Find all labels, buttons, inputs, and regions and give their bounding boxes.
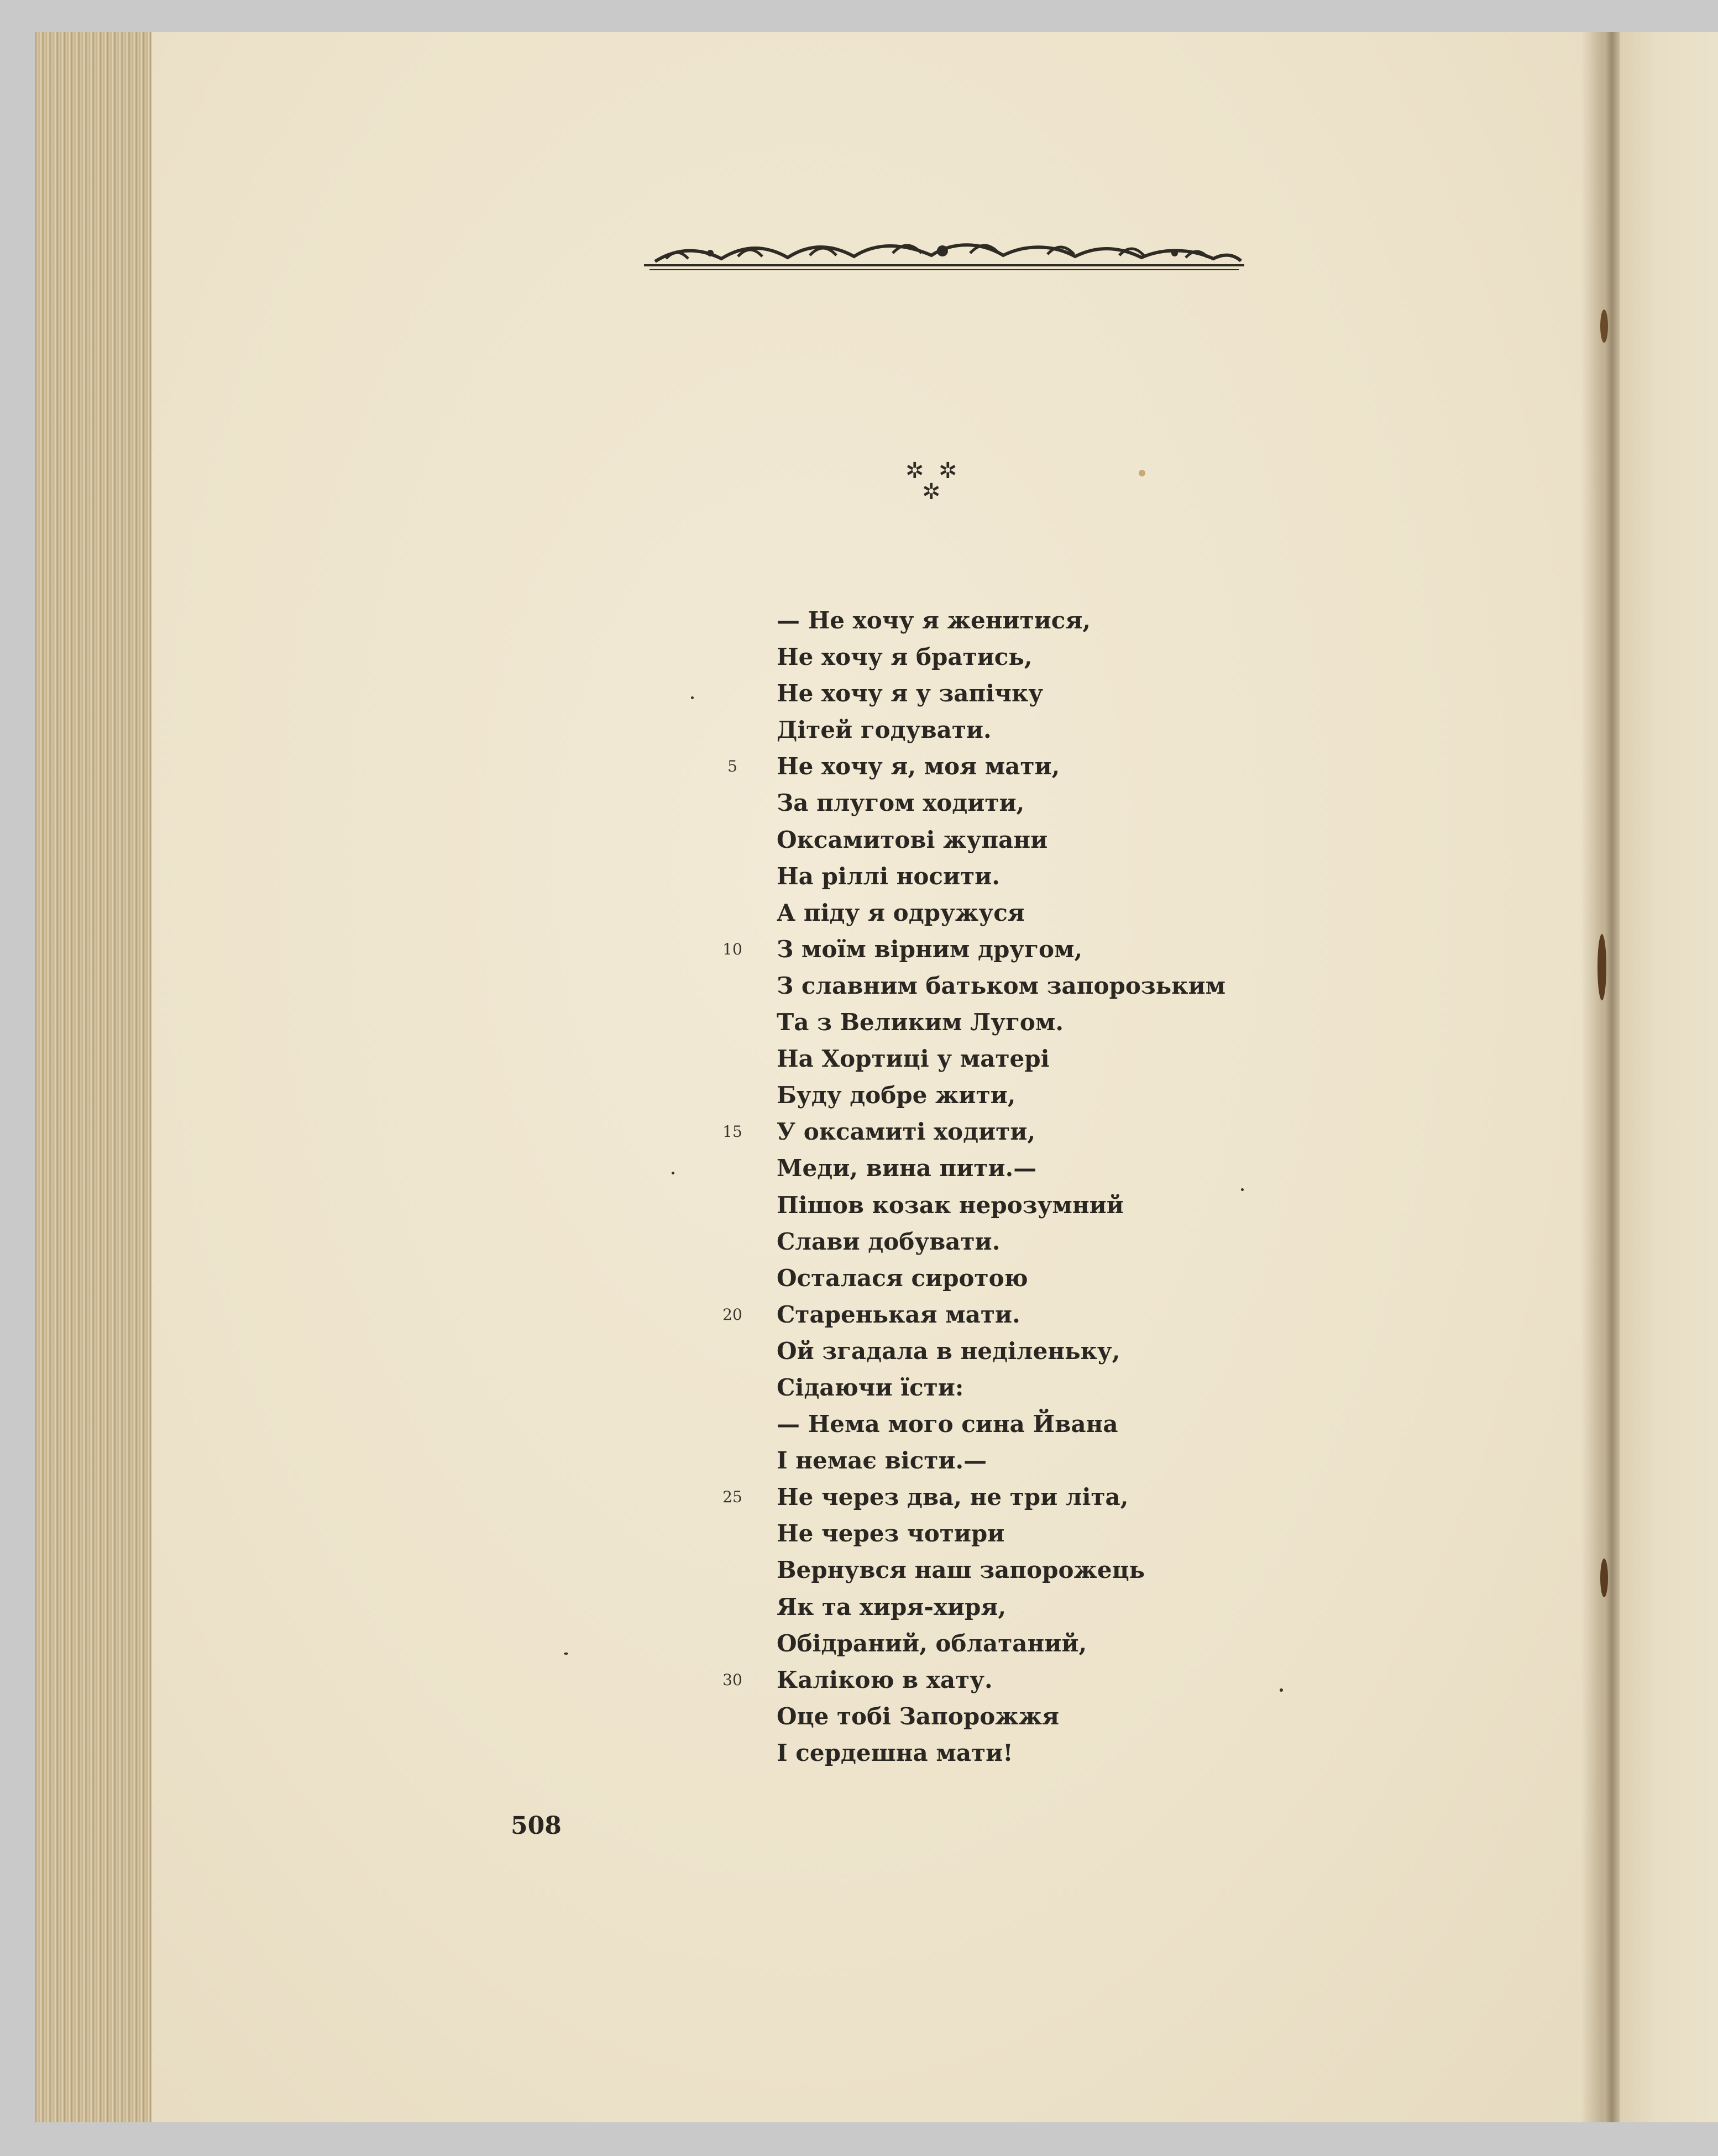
paper-speck (1139, 470, 1145, 476)
poem-line-text: — Нема мого сина Йвана (777, 1410, 1118, 1438)
poem-line (777, 1260, 1225, 1297)
poem-line-text: На ріллі носити. (777, 862, 1000, 890)
poem-line (727, 748, 1225, 785)
poem-line (777, 1004, 1225, 1041)
poem-line (777, 1370, 1225, 1406)
poem-line-text: Меди, вина пити.— (777, 1155, 1037, 1182)
poem-line (777, 1552, 1225, 1588)
asterism-ornament (900, 454, 961, 510)
poem-line (777, 1698, 1225, 1735)
binding-mark (1600, 1559, 1608, 1597)
poem-line-text: Обідраний, облатаний, (777, 1629, 1087, 1657)
poem-line-text: Вернувся наш запорожець (777, 1556, 1145, 1584)
asterism-star-icon: ✲ (922, 479, 941, 505)
paper-speck (691, 696, 694, 699)
poem-line (722, 1114, 1225, 1150)
gutter-shadow (1581, 32, 1625, 2122)
poem-line-text: Калікою в хату. (777, 1666, 993, 1693)
poem-line-text: Не хочу я братись, (777, 643, 1033, 671)
floral-headpiece-icon (644, 237, 1244, 275)
poem-line (777, 1333, 1225, 1370)
poem-line-text: Старенькая мати. (777, 1300, 1020, 1328)
poem-line-text: З славним батьком запорозьким (777, 972, 1226, 999)
poem-line (777, 1589, 1225, 1625)
poem-line (777, 639, 1225, 675)
poem-line-text: Ой згадала в неділеньку, (777, 1337, 1120, 1365)
poem-line (777, 1224, 1225, 1260)
poem-line-text: І сердешна мати! (777, 1739, 1013, 1766)
poem-line-text: Не через два, не три літа, (777, 1483, 1129, 1511)
poem-line-text: Слави добувати. (777, 1227, 1001, 1255)
poem-line (722, 1479, 1225, 1515)
poem-line-text: Не через чотири (777, 1520, 1005, 1548)
line-number: 20 (722, 1305, 742, 1324)
poem-line (777, 1735, 1225, 1771)
poem-line (722, 1297, 1225, 1333)
poem-line (777, 1150, 1225, 1187)
poem-line (722, 931, 1225, 968)
poem (722, 602, 1226, 1771)
poem-line (777, 1515, 1225, 1552)
poem-line (777, 1041, 1225, 1077)
poem-line-text: І немає вісти.— (777, 1447, 987, 1475)
paper-speck (1241, 1188, 1244, 1191)
poem-line (777, 858, 1225, 895)
poem-line-text: Буду добре жити, (777, 1082, 1016, 1109)
poem-line (777, 785, 1225, 821)
poem-line-text: Оксамитові жупани (777, 826, 1048, 853)
poem-line-text: Оце тобі Запорожжя (777, 1702, 1060, 1730)
poem-line (777, 1187, 1225, 1224)
poem-line-text: За плугом ходити, (777, 789, 1025, 817)
paper-speck (672, 1172, 674, 1174)
poem-line (722, 1662, 1225, 1698)
poem-line (777, 895, 1225, 931)
line-number: 10 (722, 940, 742, 958)
poem-line (777, 1442, 1225, 1479)
poem-line-text: Дітей годувати. (777, 716, 992, 744)
poem-line-text: У оксамиті ходити, (777, 1118, 1036, 1146)
poem-line-text: Не хочу я у запічку (777, 680, 1044, 707)
poem-line-text: А піду я одружуся (777, 899, 1025, 926)
poem-line-text: Сідаючи їсти: (777, 1373, 964, 1401)
poem-line-text: Осталася сиротою (777, 1264, 1028, 1292)
poem-line-text: — Не хочу я женитися, (777, 607, 1091, 634)
poem-line (777, 1406, 1225, 1442)
poem-line (777, 1077, 1225, 1114)
poem-line-text: Як та хиря-хиря, (777, 1593, 1007, 1620)
page-edges (35, 32, 151, 2122)
poem-line-text: На Хортиці у матері (777, 1045, 1050, 1073)
binding-mark (1597, 934, 1606, 1000)
line-number: 25 (722, 1488, 742, 1507)
paper-speck (1280, 1688, 1283, 1692)
line-number: 15 (722, 1122, 742, 1141)
poem-line (777, 675, 1225, 712)
line-number: 5 (727, 757, 737, 776)
line-number: 30 (722, 1670, 742, 1689)
poem-line-text: Та з Великим Лугом. (777, 1009, 1064, 1036)
asterism-star-icon: ✲ (905, 458, 924, 484)
poem-line (777, 712, 1225, 748)
poem-line-text: Пішов козак нерозумний (777, 1191, 1124, 1219)
paper-speck (564, 1653, 568, 1655)
asterism-star-icon: ✲ (939, 458, 957, 484)
binding-mark (1600, 310, 1608, 343)
poem-line (777, 602, 1225, 639)
poem-line (777, 968, 1225, 1004)
page-number: 508 (511, 1812, 562, 1840)
poem-line-text: Не хочу я, моя мати, (777, 753, 1060, 780)
poem-line-text: З моїм вірним другом, (777, 935, 1083, 963)
poem-line (777, 1625, 1225, 1662)
facing-page-edge (1620, 32, 1718, 2122)
poem-line (777, 822, 1225, 858)
